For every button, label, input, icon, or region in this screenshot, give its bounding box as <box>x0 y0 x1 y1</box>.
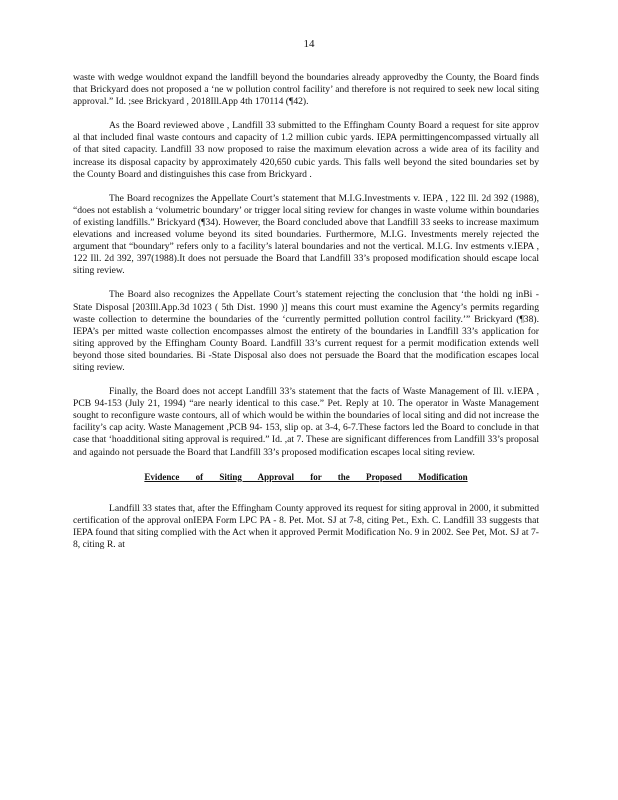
paragraph-2: As the Board reviewed above , Landfill 33 submitted to the Effingham County Board a request for site approv al that included final waste contours and capacity of 1.2 million cubic yards. IEPA permittingencompassed virtually all of that sited capacity. Landfill 33 now proposed to raise the maximum elevation across a wide area of its facility and increase its disposal capacity by approximately 420,650 cubic yards. This falls well beyond the sited boundaries set by the County Board and distinguishes this case from Brickyard . <box>73 120 539 180</box>
body-text <box>73 72 539 563</box>
paragraph-3: The Board recognizes the Appellate Court’s statement that M.I.G.Investments v. IEPA , 122 Ill. 2d 392 (1988), “does not establish a ‘volumetric boundary’ or trigger local siting review for changes in waste volume within boundaries of existing landfills.” Brickyard (¶34). However, the Board concluded above that Landfill 33 seeks to increase maximum elevations and increased volume beyond its sited boundaries. Furthermore, M.I.G. Investments merely rejected the argument that “boundary” refers only to a facility’s lateral boundaries and not the vertical. M.I.G. Inv estments v.IEPA , 122 Ill. 2d 392, 397(1988).It does not persuade the Board that Landfill 33’s proposed modification should escape local siting review. <box>73 192 539 277</box>
paragraph-4: The Board also recognizes the Appellate Court’s statement rejecting the conclusion that ‘the holdi ng inBi - State Disposal [203Ill.App.3d 1023 ( 5th Dist. 1990 )] means this court must examine the Agency’s permits regarding waste collection to determine the boundaries of the ‘currently permitted pollution control facility.’” Brickyard (¶38). IEPA’s per mitted waste collection encompasses almost the entirety of the boundaries in Landfill 33’s application for siting approved by the Effingham County Board. Landfill 33’s current request for a permit modification extends well beyond those sited boundaries. Bi -State Disposal also does not persuade the Board that the modification escapes local siting review. <box>73 289 539 373</box>
paragraph-5: Finally, the Board does not accept Landfill 33’s statement that the facts of Waste Management of Ill. v.IEPA , PCB 94-153 (July 21, 1994) “are nearly identical to this case.” Pet. Reply at 10. The operator in Waste Management sought to reconfigure waste contours, all of which would be within the boundaries of local siting and did not increase the facility’s cap acity. Waste Management ,PCB 94- 153, slip op. at 3-4, 6-7.These factors led the Board to conclude in that case that ‘hoadditional siting approval is required.” Id. ,at 7. These are significant differences from Landfill 33’s proposal and againdo not persuade the Board that Landfill 33’s proposed modification escapes local siting review. <box>73 386 539 458</box>
page-number: 14 <box>303 38 315 50</box>
paragraph-1: waste with wedge wouldnot expand the landfill beyond the boundaries already approvedby the County, the Board finds that Brickyard does not proposed a ‘ne w pollution control facility’ and therefore is not required to seek new local siting approval.” Id. ;see Brickyard , 2018Ill.App 4th 170114 (¶42). <box>73 72 539 108</box>
paragraph-6: Landfill 33 states that, after the Effingham County approved its request for siting approval in 2000, it submitted certification of the approval onIEPA Form LPC PA - 8. Pet. Mot. SJ at 7-8, citing Pet., Exh. C. Landfill 33 suggests that IEPA found that siting complied with the Act when it approved Permit Modification No. 9 in 2002. See Pet, Mot. SJ at 7- 8, citing R. at <box>73 502 539 550</box>
section-heading: Evidence of Siting Approval for the Proposed Modification <box>144 471 468 482</box>
